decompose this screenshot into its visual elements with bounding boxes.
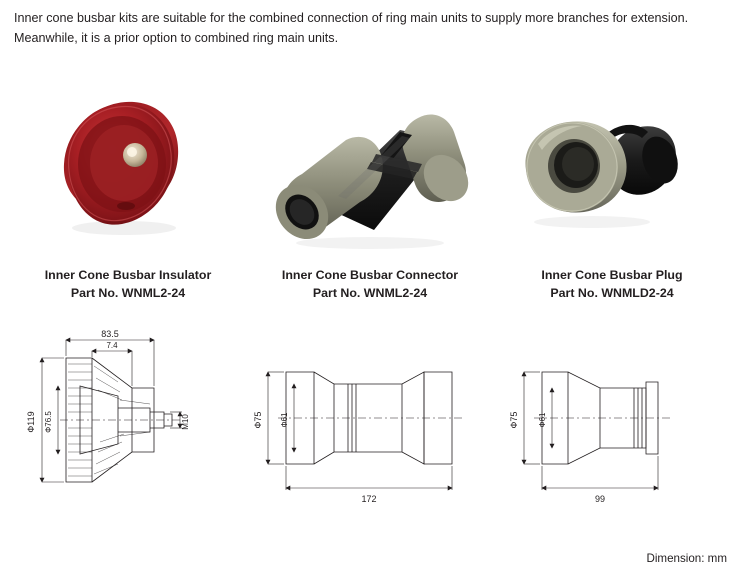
- grey-busbar-plug-photo: [492, 78, 732, 256]
- connector-dim-length: 172: [361, 494, 377, 504]
- connector-name: Inner Cone Busbar Connector: [281, 268, 459, 282]
- dimension-drawings: [0, 330, 741, 530]
- insulator-drawing: [14, 330, 240, 515]
- plug-dim-length: 99: [594, 494, 606, 504]
- plug-name: Inner Cone Busbar Plug: [541, 268, 683, 282]
- insulator-name: Inner Cone Busbar Insulator: [44, 268, 212, 282]
- connector-dim-outer-dia: Ф75: [253, 411, 263, 429]
- insulator-dim-thread: M10: [181, 414, 190, 430]
- plug-drawing: [508, 330, 723, 515]
- insulator-dim-outer-dia: Ф119: [26, 411, 36, 433]
- plug-photo: [492, 78, 732, 256]
- plug-part-no: Part No. WNMLD2-24: [550, 286, 674, 300]
- product-card-connector: [250, 78, 490, 308]
- product-card-plug: [492, 78, 732, 308]
- product-card-insulator: [8, 78, 248, 308]
- connector-part-no: Part No. WNML2-24: [312, 286, 428, 300]
- product-gallery: [0, 78, 741, 308]
- intro-paragraph: Inner cone busbar kits are suitable for the combined connection of ring main units to supply more branches for extension. Meanwhile, it is a prior option to combined ring main units.: [14, 11, 689, 45]
- dimension-unit-note: Dimension: mm: [646, 552, 727, 565]
- insulator-part-no: Part No. WNML2-24: [70, 286, 186, 300]
- red-cone-insulator-photo: [8, 78, 248, 256]
- connector-photo: [250, 78, 490, 256]
- insulator-dim-inner-dia: Ф76.5: [44, 411, 53, 433]
- plug-dim-inner-dia: Ф61: [538, 412, 547, 428]
- connector-caption: [250, 266, 490, 302]
- connector-dim-inner-dia: Ф61: [280, 412, 289, 428]
- insulator-dim-top-outer: 83.5: [101, 330, 119, 339]
- insulator-dim-top-inner: 7.4: [106, 341, 118, 350]
- insulator-photo: [8, 78, 248, 256]
- black-busbar-connector-photo: [250, 78, 490, 256]
- plug-caption: [492, 266, 732, 302]
- connector-drawing: [252, 330, 492, 515]
- plug-dim-outer-dia: Ф75: [509, 411, 519, 429]
- insulator-caption: [8, 266, 248, 302]
